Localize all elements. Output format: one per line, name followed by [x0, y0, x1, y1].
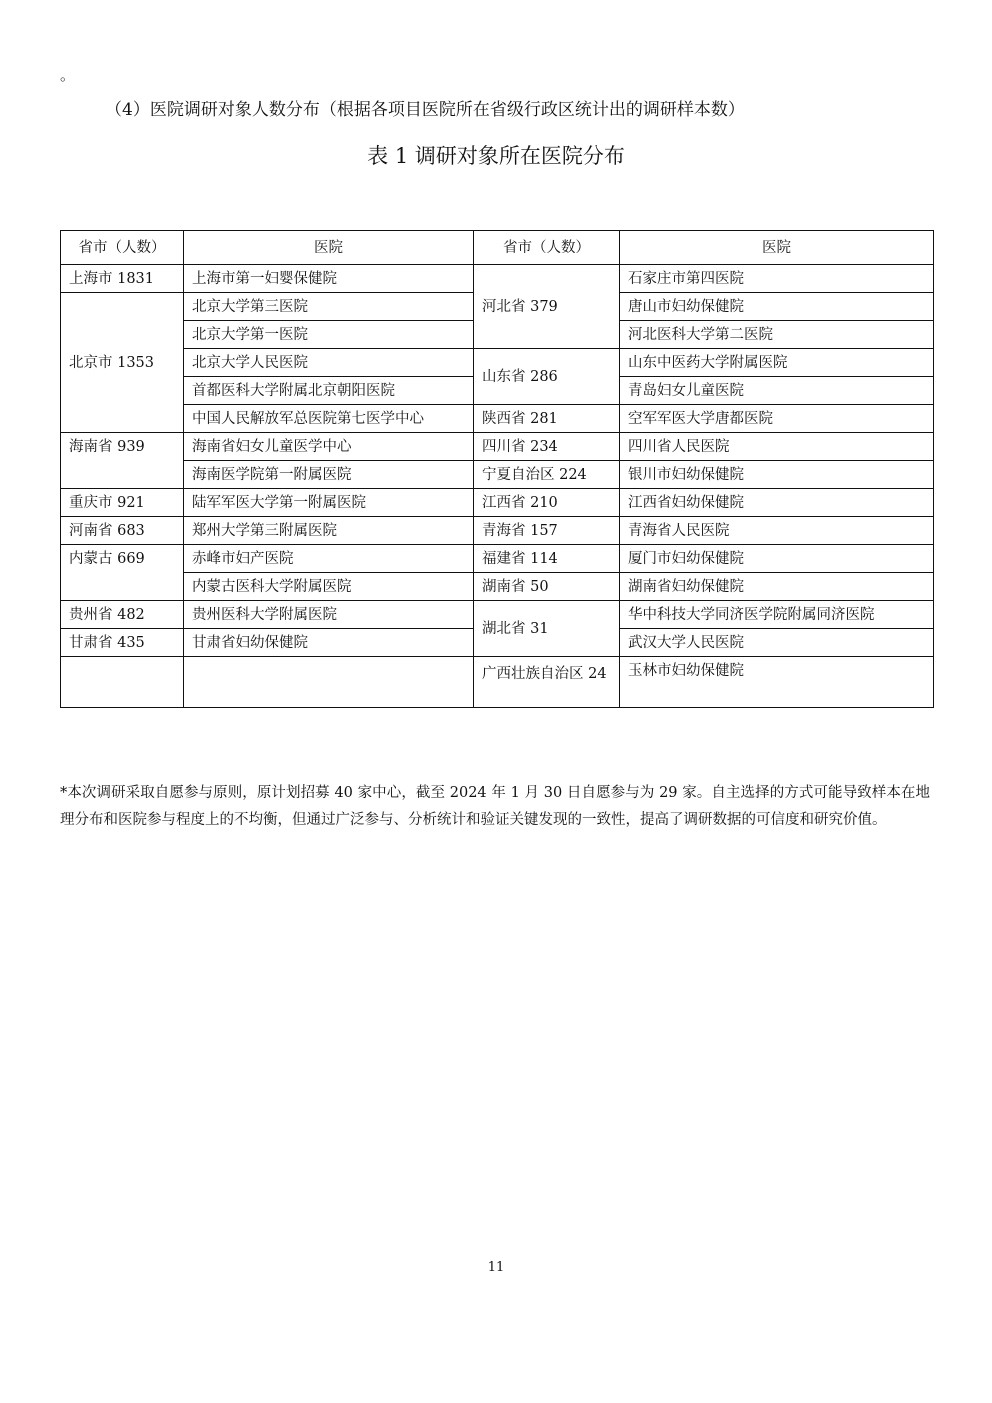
right-hospital-cell: 玉林市妇幼保健院	[620, 657, 934, 708]
left-hospital-cell: 海南省妇女儿童医学中心	[184, 433, 474, 461]
left-region-cell: 河南省 683	[61, 517, 184, 545]
table-row	[61, 517, 934, 545]
empty-cell	[184, 657, 474, 708]
header-left-hospital: 医院	[184, 231, 474, 265]
table-row	[61, 545, 934, 573]
table-header-row	[61, 231, 934, 265]
left-hospital-cell: 首都医科大学附属北京朝阳医院	[184, 377, 474, 405]
empty-cell	[61, 657, 184, 708]
right-hospital-cell: 唐山市妇幼保健院	[620, 293, 934, 321]
header-right-hospital: 医院	[620, 231, 934, 265]
left-hospital-cell: 甘肃省妇幼保健院	[184, 629, 474, 657]
right-region-cell: 河北省 379	[474, 265, 620, 349]
right-region-cell: 青海省 157	[474, 517, 620, 545]
left-region-cell: 上海市 1831	[61, 265, 184, 293]
left-hospital-cell: 中国人民解放军总医院第七医学中心	[184, 405, 474, 433]
right-hospital-cell: 银川市妇幼保健院	[620, 461, 934, 489]
left-hospital-cell: 北京大学人民医院	[184, 349, 474, 377]
left-region-cell: 海南省 939	[61, 433, 184, 489]
right-hospital-cell: 华中科技大学同济医学院附属同济医院	[620, 601, 934, 629]
right-region-cell: 湖南省 50	[474, 573, 620, 601]
footnote: *本次调研采取自愿参与原则，原计划招募 40 家中心，截至 2024 年 1 月 30 日自愿参与为 29 家。自主选择的方式可能导致样本在地理分布和医院参与程度上的不均衡，但通过广泛参与、分析统计和验证关键发现的一致性，提高了调研数据的可信度和研究价值。	[60, 784, 930, 828]
right-hospital-cell: 山东中医药大学附属医院	[620, 349, 934, 377]
right-region-cell: 宁夏自治区 224	[474, 461, 620, 489]
right-hospital-cell: 江西省妇幼保健院	[620, 489, 934, 517]
right-region-cell: 山东省 286	[474, 349, 620, 405]
left-hospital-cell: 郑州大学第三附属医院	[184, 517, 474, 545]
left-region-cell: 重庆市 921	[61, 489, 184, 517]
left-hospital-cell: 北京大学第三医院	[184, 293, 474, 321]
left-region-cell: 内蒙古 669	[61, 545, 184, 601]
left-hospital-cell: 陆军军医大学第一附属医院	[184, 489, 474, 517]
table-caption: 表 1 调研对象所在医院分布	[367, 144, 625, 168]
right-region-cell: 江西省 210	[474, 489, 620, 517]
left-region-cell: 北京市 1353	[61, 293, 184, 433]
left-region-cell: 贵州省 482	[61, 601, 184, 629]
table-row	[61, 349, 934, 377]
right-hospital-cell: 空军军医大学唐都医院	[620, 405, 934, 433]
right-region-cell: 福建省 114	[474, 545, 620, 573]
hospital-distribution-table	[60, 230, 934, 708]
table-row	[61, 573, 934, 601]
right-hospital-cell: 青海省人民医院	[620, 517, 934, 545]
table-row	[61, 265, 934, 293]
header-left-region: 省市（人数）	[61, 231, 184, 265]
table-row	[61, 405, 934, 433]
left-hospital-cell: 海南医学院第一附属医院	[184, 461, 474, 489]
right-region-cell: 广西壮族自治区 24	[474, 657, 620, 708]
right-hospital-cell: 四川省人民医院	[620, 433, 934, 461]
right-region-cell: 湖北省 31	[474, 601, 620, 657]
right-region-cell: 四川省 234	[474, 433, 620, 461]
left-region-cell: 甘肃省 435	[61, 629, 184, 657]
left-hospital-cell: 上海市第一妇婴保健院	[184, 265, 474, 293]
section-heading: （4）医院调研对象人数分布（根据各项目医院所在省级行政区统计出的调研样本数）	[105, 100, 745, 120]
table-row	[61, 601, 934, 629]
table-row	[61, 657, 934, 708]
left-hospital-cell: 北京大学第一医院	[184, 321, 474, 349]
table-row	[61, 433, 934, 461]
right-hospital-cell: 厦门市妇幼保健院	[620, 545, 934, 573]
header-right-region: 省市（人数）	[474, 231, 620, 265]
right-hospital-cell: 河北医科大学第二医院	[620, 321, 934, 349]
left-hospital-cell: 内蒙古医科大学附属医院	[184, 573, 474, 601]
table-row	[61, 489, 934, 517]
page-number: 11	[487, 1260, 505, 1275]
left-hospital-cell: 贵州医科大学附属医院	[184, 601, 474, 629]
right-hospital-cell: 湖南省妇幼保健院	[620, 573, 934, 601]
right-hospital-cell: 武汉大学人民医院	[620, 629, 934, 657]
right-hospital-cell: 青岛妇女儿童医院	[620, 377, 934, 405]
left-hospital-cell: 赤峰市妇产医院	[184, 545, 474, 573]
right-hospital-cell: 石家庄市第四医院	[620, 265, 934, 293]
page-mark: 。	[60, 66, 76, 84]
table-row	[61, 461, 934, 489]
right-region-cell: 陕西省 281	[474, 405, 620, 433]
